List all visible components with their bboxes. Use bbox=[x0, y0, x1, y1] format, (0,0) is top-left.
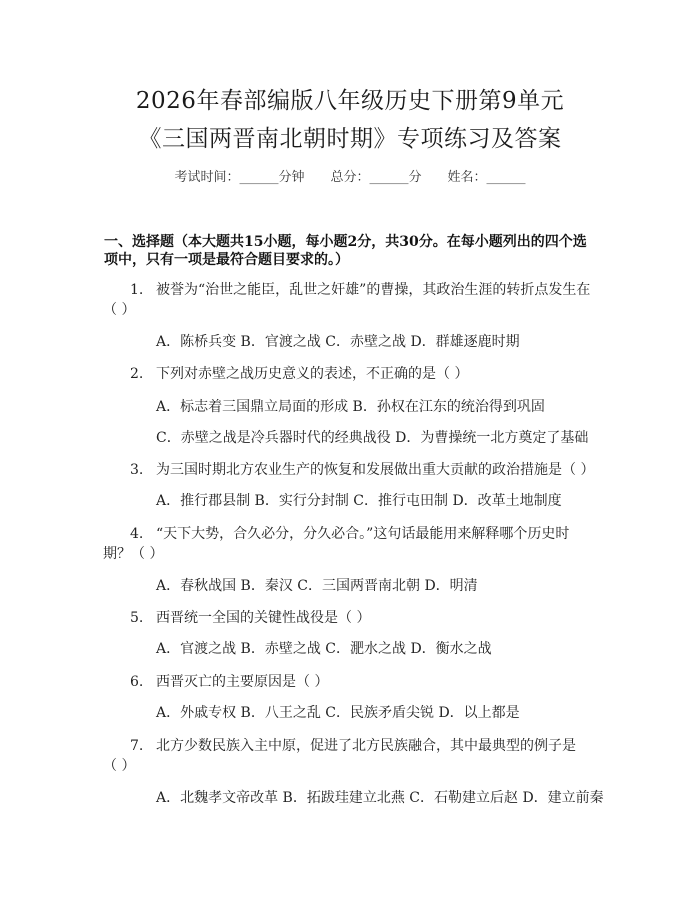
question-1-continued: （ ） bbox=[103, 302, 136, 318]
page-title-line-1: 2026年春部编版八年级历史下册第9单元 bbox=[135, 88, 565, 114]
question-2 bbox=[130, 364, 468, 384]
question-number: 2. bbox=[130, 366, 144, 382]
question-3-options: A．推行郡县制 B．实行分封制 C．推行屯田制 D．改革土地制度 bbox=[156, 493, 562, 509]
question-2-options-ab: A．标志着三国鼎立局面的形成 B．孙权在江东的统治得到巩固 bbox=[156, 399, 545, 415]
question-number: 5. bbox=[130, 610, 144, 626]
question-1-options: A．陈桥兵变 B．官渡之战 C．赤壁之战 D．群雄逐鹿时期 bbox=[156, 334, 520, 350]
question-6-options: A．外戚专权 B．八王之乱 C．民族矛盾尖锐 D．以上都是 bbox=[156, 705, 520, 721]
question-6 bbox=[130, 672, 328, 692]
question-number: 3. bbox=[130, 462, 144, 478]
question-7-options: A．北魏孝文帝改革 B．拓跋珪建立北燕 C．石勒建立后赵 D．建立前秦 bbox=[156, 790, 604, 806]
exam-score-field: 总分：______分 bbox=[330, 170, 422, 185]
exam-time-field: 考试时间：______分钟 bbox=[174, 170, 305, 185]
question-text: 为三国时期北方农业生产的恢复和发展做出重大贡献的政治措施是（ ） bbox=[156, 462, 595, 478]
question-3 bbox=[130, 460, 594, 480]
question-text: 西晋灭亡的主要原因是（ ） bbox=[156, 674, 329, 690]
question-text: 被誉为“治世之能臣，乱世之奸雄”的曹操，其政治生涯的转折点发生在 bbox=[156, 282, 591, 298]
section-header-continued: 项中，只有一项是最符合题目要求的。） bbox=[104, 252, 349, 268]
section-header: 一、选择题（本大题共15小题，每小题2分，共30分。在每小题列出的四个选 bbox=[104, 234, 587, 250]
question-number: 7. bbox=[130, 738, 144, 754]
question-number: 4. bbox=[130, 526, 144, 542]
question-1 bbox=[130, 280, 590, 300]
exam-meta bbox=[0, 169, 700, 187]
page-title-line-2: 《三国两晋南北朝时期》专项练习及答案 bbox=[138, 126, 562, 152]
question-number: 6. bbox=[130, 674, 144, 690]
exam-name-field: 姓名：______ bbox=[447, 170, 526, 185]
question-7-continued: （ ） bbox=[103, 758, 136, 774]
question-text: “天下大势，合久必分，分久必合。”这句话最能用来解释哪个历史时 bbox=[156, 526, 570, 542]
question-text: 西晋统一全国的关键性战役是（ ） bbox=[156, 610, 371, 626]
question-4-options: A．春秋战国 B．秦汉 C．三国两晋南北朝 D．明清 bbox=[156, 578, 478, 594]
question-7 bbox=[130, 736, 576, 756]
question-5 bbox=[130, 608, 370, 628]
question-number: 1. bbox=[130, 282, 144, 298]
question-text: 北方少数民族入主中原，促进了北方民族融合，其中最典型的例子是 bbox=[156, 738, 576, 754]
question-2-options-cd: C．赤壁之战是冷兵器时代的经典战役 D．为曹操统一北方奠定了基础 bbox=[156, 430, 589, 446]
question-4 bbox=[130, 524, 569, 544]
question-5-options: A．官渡之战 B．赤壁之战 C．淝水之战 D．衡水之战 bbox=[156, 641, 492, 657]
question-4-continued: 期？（ ） bbox=[103, 546, 164, 562]
question-text: 下列对赤壁之战历史意义的表述，不正确的是（ ） bbox=[156, 366, 469, 382]
